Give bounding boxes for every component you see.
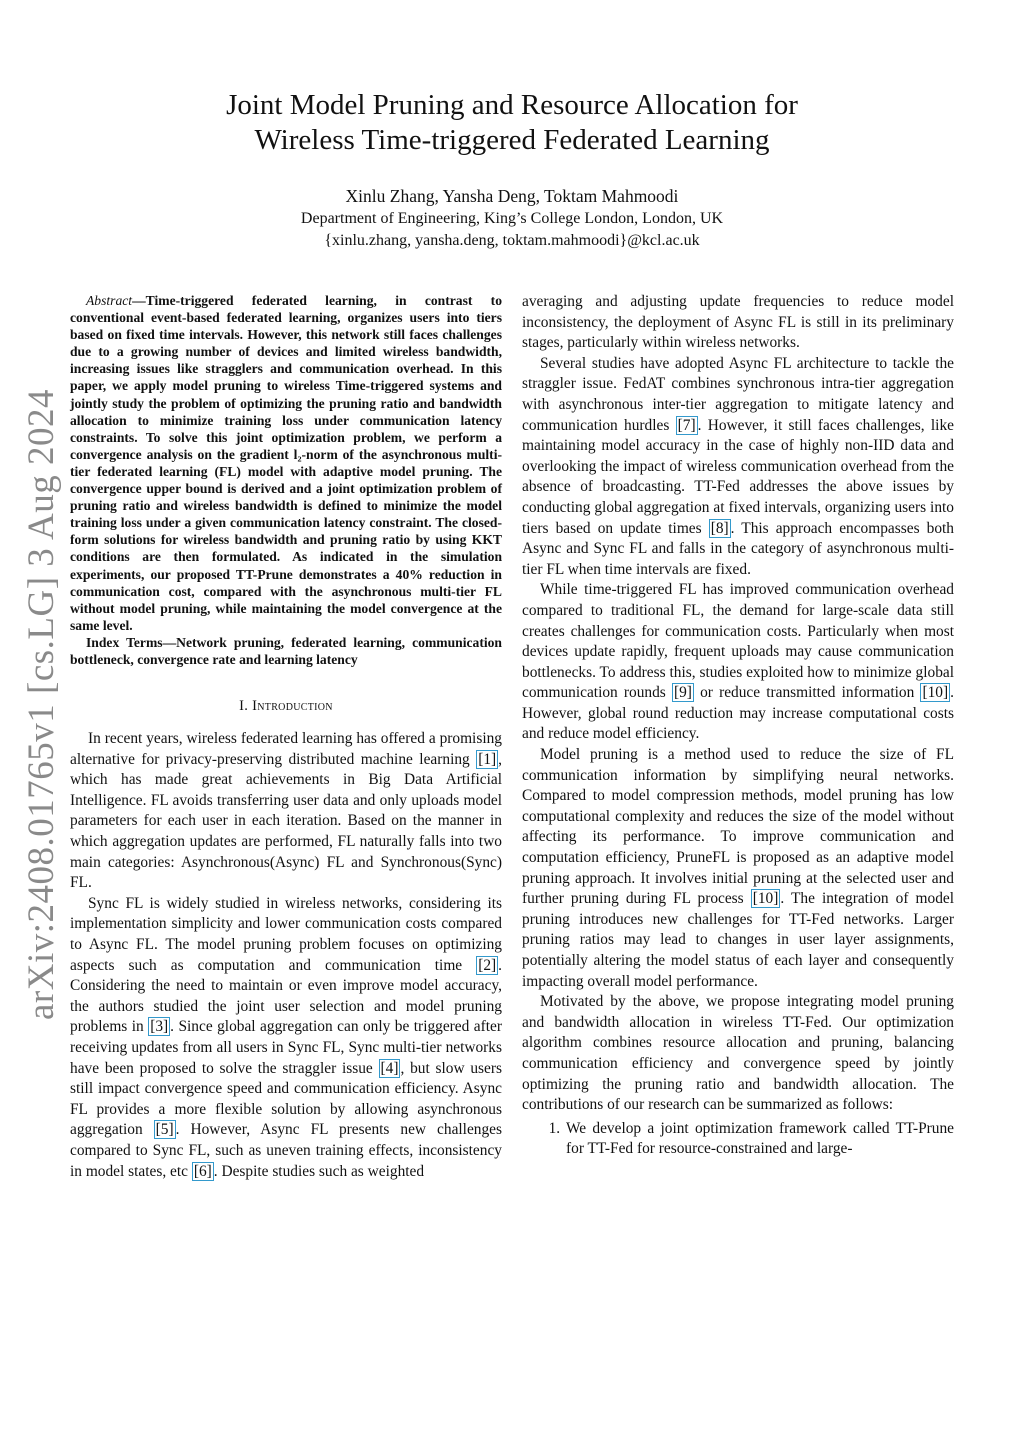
text-run: . However, global round reduction may increase computational costs and reduce model efficiency. [522, 684, 954, 743]
citation-link[interactable]: [4] [380, 1059, 399, 1077]
citation-link[interactable]: [8] [710, 519, 729, 537]
left-column [70, 292, 502, 1182]
intro-paragraph-3 [522, 354, 954, 581]
abstract-label: Abstract [86, 293, 133, 308]
intro-paragraph-5 [522, 745, 954, 992]
index-terms-text: —Network pruning, federated learning, communication bottleneck, convergence rate and learning latency [70, 634, 502, 667]
contributions-list [522, 1119, 954, 1160]
paper-title [120, 88, 904, 158]
citation-link[interactable]: [6] [193, 1162, 212, 1180]
intro-paragraph-1 [70, 729, 502, 894]
index-terms-label: Index Terms [86, 634, 163, 650]
citation-link[interactable]: [9] [673, 684, 692, 702]
text-run: While time-triggered FL has improved communication overhead compared to traditional FL, the demand for large-scale data still creates challenges for communication costs. Particularly when most devices update rapidly, frequent uploads may cause communication bottlenecks. To address this, studies exploited how to minimize global communication rounds [522, 581, 954, 702]
text-run: , which has made great achievements in Big Data Artificial Intelligence. FL avoids transferring user data and only uploads model parameters for each user in each iteration. Based on the manner in which aggregation updates are performed, FL naturally falls into two main categories: Asynchronous(Async) FL and Synchronous(Sync) FL. [70, 750, 502, 892]
title-line-1: Joint Model Pruning and Resource Allocation for [226, 89, 798, 121]
abstract-text: —Time-triggered federated learning, in contrast to conventional event-based federated learning, organizes users into tiers based on fixed time intervals. However, this network still faces challenges due to a growing number of devices and limited wireless bandwidth, increasing issues like stragglers and communication overhead. In this paper, we apply model pruning to wireless Time-triggered systems and jointly study the problem of optimizing the pruning ratio and bandwidth allocation to minimize training loss under communication latency constraints. To solve this joint optimization problem, we perform a convergence analysis on the gradient l₂-norm of the asynchronous multi-tier federated learning (FL) model with adaptive model pruning. The convergence upper bound is derived and a joint optimization problem of pruning ratio and wireless bandwidth is defined to minimize the model training loss under a given communication latency constraint. The closed-form solutions for wireless bandwidth and pruning ratio by using KKT conditions are then formulated. As indicated in the simulation experiments, our proposed TT-Prune demonstrates a 40% reduction in communication cost, compared with the asynchronous multi-tier FL without model pruning, while maintaining the model convergence at the same level. [70, 293, 502, 633]
title-line-2: Wireless Time-triggered Federated Learning [254, 124, 770, 156]
section-number: I. [239, 698, 253, 715]
text-run: . Considering the need to maintain or even improve model accuracy, the authors studied the joint user selection and model pruning problems in [70, 956, 502, 1036]
citation-link[interactable]: [3] [150, 1018, 169, 1036]
arxiv-identifier: arXiv:2408.01765v1 [cs.LG] 3 Aug 2024 [21, 389, 62, 1020]
text-run: . However, it still faces challenges, like maintaining model accuracy in the case of highly non-IID data and overlooking the impact of wireless communication overhead from the absence of broadcasting. TT-Fed addresses the above issues by conducting global aggregation at fixed intervals, organizing users into tiers based on update times [522, 416, 954, 537]
citation-link[interactable]: [1] [478, 750, 497, 768]
text-run: . Despite studies such as weighted [213, 1162, 425, 1180]
index-terms [70, 634, 502, 668]
text-run: . Since global aggregation can only be triggered after receiving updates from all users in Sync FL, Sync multi-tier networks have been proposed to solve the straggler issue [70, 1018, 502, 1077]
text-run: Several studies have adopted Async FL architecture to tackle the straggler issue. FedAT combines synchronous intra-tier aggregation with asynchronous inter-tier aggregation to mitigate latency and communication hurdles [522, 354, 954, 434]
text-run: . This approach encompasses both Async and Sync FL and falls in the category of asynchronous multi-tier FL when time intervals are fixed. [522, 519, 954, 578]
text-run: Model pruning is a method used to reduce the size of FL communication information by simplifying neural networks. Compared to model compression methods, model pruning has low computational complexity and reduces the size of the model without affecting its performance. To improve communication and computation efficiency, PruneFL is proposed as an adaptive model pruning approach. It involves initial pruning at the selected user and further pruning during FL process [522, 746, 954, 908]
authors: Xinlu Zhang, Yansha Deng, Toktam Mahmoodi [345, 186, 679, 206]
section-title: Introduction [252, 698, 333, 715]
right-column [522, 292, 954, 1160]
text-run: Sync FL is widely studied in wireless networks, considering its implementation simplicity and lower communication costs compared to Async FL. The model pruning problem focuses on optimizing aspects such as computation and communication time [70, 894, 502, 974]
citation-link[interactable]: [5] [155, 1121, 174, 1139]
abstract [70, 292, 502, 634]
intro-paragraph-continued: averaging and adjusting update frequencies to reduce model inconsistency, the deployment of Async FL is still in its preliminary stages, particularly within wireless networks. [522, 293, 954, 352]
text-run: . The integration of model pruning introduces new challenges for TT-Fed networks. Larger pruning ratios may lead to changes in user layer assignments, potentially altering the model status of each layer and consequently impacting overall model performance. [522, 890, 954, 990]
intro-paragraph-4 [522, 580, 954, 745]
citation-link[interactable]: [10] [922, 684, 949, 702]
affiliation: Department of Engineering, King’s College London, London, UK [300, 210, 724, 227]
contribution-item: 1. We develop a joint optimization framework called TT-Prune for TT-Fed for resource-constrained and large- [564, 1119, 954, 1160]
intro-paragraph-6: Motivated by the above, we propose integrating model pruning and bandwidth allocation in wireless TT-Fed. Our optimization algorithm combines resource allocation and pruning, balancing communication efficiency and convergence speed by jointly optimizing the pruning ratio and bandwidth allocation. The contributions of our research can be summarized as follows: [522, 993, 954, 1114]
citation-link[interactable]: [7] [677, 416, 696, 434]
section-heading [70, 698, 502, 715]
text-run: , but slow users still impact convergence speed and communication efficiency. Async FL provides a more flexible solution by allowing asynchronous aggregation [70, 1059, 502, 1139]
citation-link[interactable]: [2] [478, 956, 497, 974]
email: {xinlu.zhang, yansha.deng, toktam.mahmoodi}@kcl.ac.uk [324, 232, 700, 249]
citation-link[interactable]: [10] [752, 890, 779, 908]
intro-paragraph-2 [70, 894, 502, 1182]
text-run: . However, Async FL presents new challenges compared to Sync FL, such as uneven training effects, inconsistency in model states, etc [70, 1121, 502, 1180]
text-run: In recent years, wireless federated learning has offered a promising alternative for privacy-preserving distributed machine learning [70, 730, 502, 768]
text-run: or reduce transmitted information [693, 684, 921, 702]
